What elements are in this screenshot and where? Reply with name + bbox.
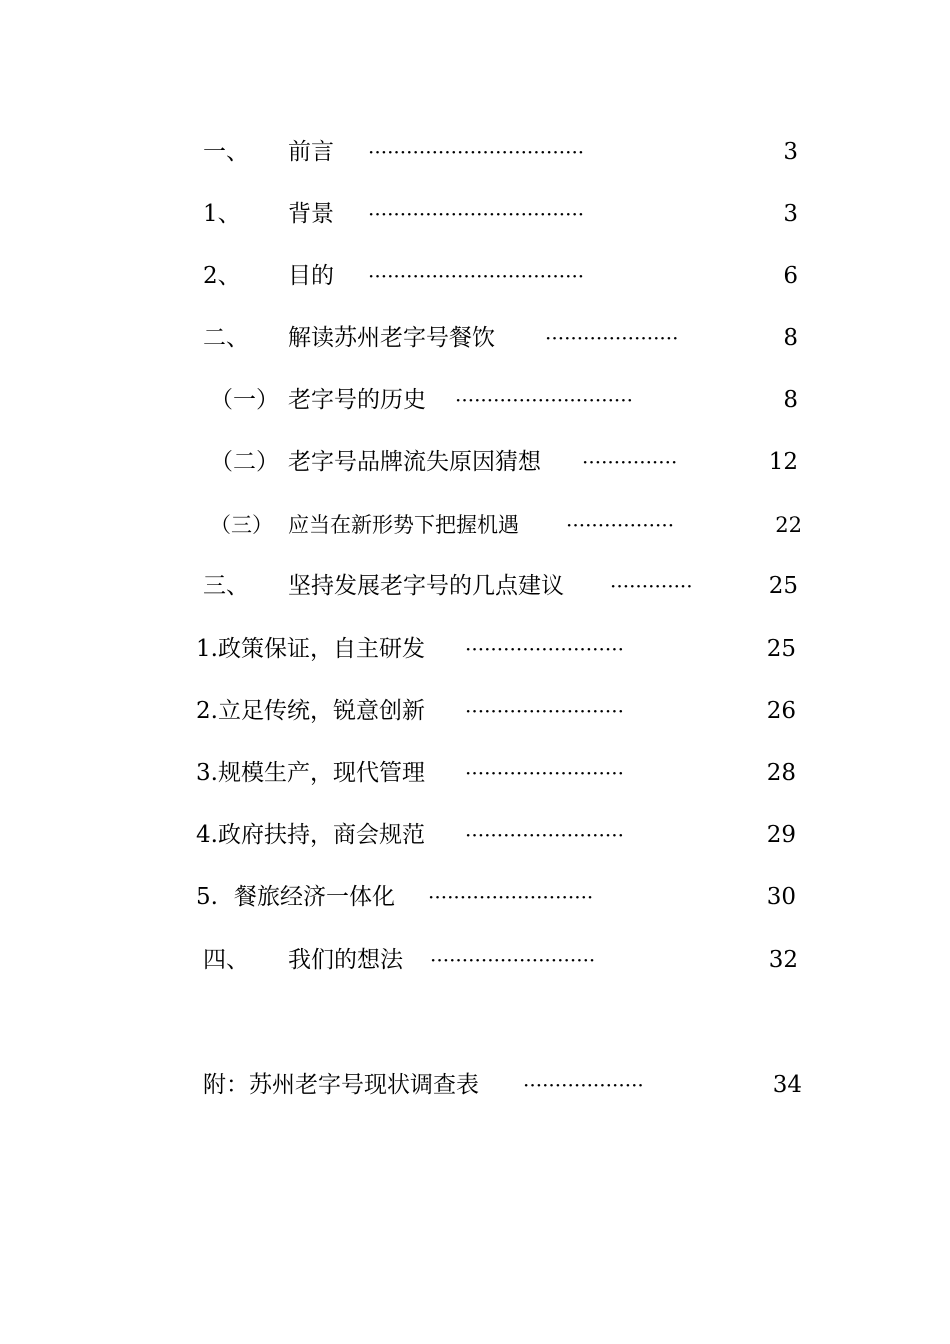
- entry-title: 1.政策保证，自主研发: [196, 636, 425, 662]
- entry-title: 背景: [288, 201, 334, 227]
- entry-title: 附：苏州老字号现状调查表: [203, 1072, 479, 1098]
- toc-entry-brand-loss[interactable]: [0, 442, 950, 482]
- toc-entry-section-2[interactable]: [0, 318, 950, 358]
- page-number: 32: [768, 947, 798, 973]
- entry-title: 坚持发展老字号的几点建议: [288, 573, 564, 599]
- leader-dots: ·············: [610, 574, 693, 598]
- entry-title: 应当在新形势下把握机遇: [288, 513, 519, 537]
- leader-dots: ·························: [465, 761, 624, 785]
- entry-title: 餐旅经济一体化: [234, 884, 395, 910]
- page-number: 8: [783, 387, 798, 413]
- entry-number: 二、: [203, 325, 249, 351]
- toc-entry-section-4[interactable]: [0, 940, 950, 980]
- entry-title: 3.规模生产，现代管理: [196, 760, 425, 786]
- toc-entry-government[interactable]: [0, 815, 950, 855]
- leader-dots: ··································: [368, 202, 585, 226]
- toc-entry-history[interactable]: [0, 380, 950, 420]
- leader-dots: ·························: [465, 823, 624, 847]
- entry-title: 老字号的历史: [288, 387, 426, 413]
- entry-title: 老字号品牌流失原因猜想: [288, 449, 541, 475]
- page-number: 29: [766, 822, 796, 848]
- page-number: 3: [783, 201, 798, 227]
- toc-entry-integration[interactable]: [0, 877, 950, 917]
- leader-dots: ···················: [523, 1073, 644, 1097]
- entry-number: 一、: [203, 139, 249, 165]
- entry-number: （三）: [210, 513, 273, 537]
- toc-entry-purpose[interactable]: [0, 256, 950, 296]
- leader-dots: ·························: [465, 637, 624, 661]
- page-number: 34: [772, 1072, 802, 1098]
- page-number: 28: [766, 760, 796, 786]
- page-number: 26: [766, 698, 796, 724]
- leader-dots: ··································: [368, 140, 585, 164]
- leader-dots: ··································: [368, 264, 585, 288]
- toc-entry-background[interactable]: [0, 194, 950, 234]
- entry-title: 2.立足传统，锐意创新: [196, 698, 425, 724]
- toc-entry-opportunities[interactable]: [0, 505, 950, 545]
- toc-entry-policy[interactable]: [0, 629, 950, 669]
- leader-dots: ··························: [428, 885, 594, 909]
- entry-number: 5.: [196, 884, 218, 910]
- entry-title: 解读苏州老字号餐饮: [288, 325, 495, 351]
- leader-dots: ·························: [465, 699, 624, 723]
- entry-number: 2、: [203, 263, 241, 289]
- entry-number: 1、: [203, 201, 241, 227]
- page-number: 12: [768, 449, 798, 475]
- entry-title: 前言: [288, 139, 334, 165]
- leader-dots: ·····················: [545, 326, 679, 350]
- entry-number: （一）: [210, 387, 279, 413]
- entry-number: 四、: [203, 947, 249, 973]
- page-number: 3: [783, 139, 798, 165]
- toc-entry-preface[interactable]: [0, 132, 950, 172]
- toc-entry-tradition[interactable]: [0, 691, 950, 731]
- page-number: 25: [768, 573, 798, 599]
- toc-entry-scale[interactable]: [0, 753, 950, 793]
- page-number: 22: [775, 513, 802, 537]
- entry-title: 我们的想法: [288, 947, 403, 973]
- toc-entry-appendix[interactable]: [0, 1065, 950, 1105]
- leader-dots: ····························: [455, 388, 634, 412]
- entry-title: 4.政府扶持，商会规范: [196, 822, 425, 848]
- entry-number: 三、: [203, 573, 249, 599]
- page-number: 30: [766, 884, 796, 910]
- leader-dots: ···············: [582, 450, 678, 474]
- leader-dots: ··························: [430, 948, 596, 972]
- entry-title: 目的: [288, 263, 334, 289]
- toc-entry-section-3[interactable]: [0, 566, 950, 606]
- leader-dots: ·················: [566, 513, 675, 537]
- page-number: 25: [766, 636, 796, 662]
- page-number: 6: [783, 263, 798, 289]
- entry-number: （二）: [210, 449, 279, 475]
- page-number: 8: [783, 325, 798, 351]
